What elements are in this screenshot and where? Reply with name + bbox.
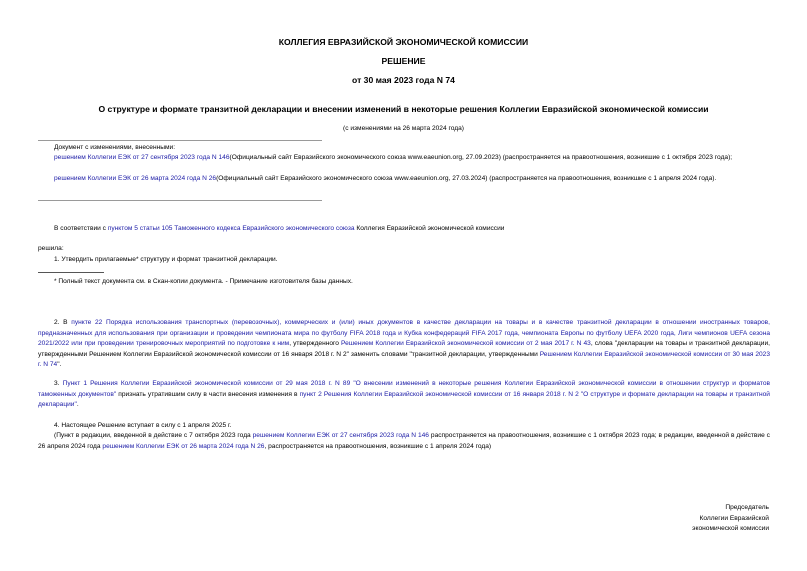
preamble-before: В соответствии с: [54, 225, 108, 232]
org-name: КОЛЛЕГИЯ ЕВРАЗИЙСКОЙ ЭКОНОМИЧЕСКОЙ КОМИССИИ: [278, 37, 529, 47]
p3-mid: признать утратившим силу в части внесения изменения в: [116, 390, 300, 398]
revision-note: (с изменениями на 26 марта 2024 года): [343, 125, 464, 132]
divider-bottom: [38, 200, 322, 201]
p2-mid1: , утвержденного: [289, 340, 342, 348]
preamble-after: Коллегия Евразийской экономической комиссии: [354, 225, 505, 232]
p4-note-b: распространяется на правоотношения, возникшие с 1 октября 2023 года; в редакции, введенной в действие с 26 апреля 2024 года: [38, 432, 770, 450]
p2-link-order[interactable]: пункте 22 Порядка использования транспортных (перевозочных), коммерческих и (или) иных документов в качестве декларации на товары и в качестве транзитной декларации в отношении иностранных товаров, предназначенных для использования при организации и проведении чемпионата мира по футболу FIFA 2018 года и Кубка конфедераций FIFA 2017 года, чемпионата Европы по футболу UEFA 2020 года, Лиги чемпионов UEFA сезона 2021/2022 или при проведении тренировочных мероприятий по подготовке к ним: [38, 319, 771, 348]
paragraph-1: 1. Утвердить прилагаемые* структуру и формат транзитной декларации.: [54, 256, 278, 263]
signature-line-1: Председатель: [725, 504, 769, 511]
change-link-26[interactable]: решением Коллегии ЕЭК от 26 марта 2024 года N 26: [54, 175, 217, 182]
divider-top: [38, 140, 322, 141]
signature-block: [692, 503, 769, 535]
p3-num: 3.: [54, 380, 63, 387]
changes-item-1: [38, 153, 770, 164]
paragraph-2: [38, 318, 770, 371]
p4-note-c: , распространяется на правоотношения, возникшие с 1 апреля 2024 года): [264, 442, 492, 450]
doc-date: от 30 мая 2023 года N 74: [352, 75, 455, 85]
preamble: [54, 224, 504, 235]
paragraph-4: 4. Настоящее Решение вступает в силу с 1 апреля 2025 г.: [54, 422, 232, 429]
p4-note-a: (Пункт в редакции, введенной в действие с 7 октября 2023 года: [54, 432, 253, 439]
doc-title: О структуре и формате транзитной декларации и внесении изменений в некоторые решения Коллегии Евразийской экономической комиссии: [98, 104, 709, 114]
change-link-146[interactable]: решением Коллегии ЕЭК от 27 сентября 2023 года N 146: [54, 154, 230, 161]
p2-end: ".: [57, 361, 62, 369]
p2-num: 2. В: [54, 319, 72, 326]
changes-intro: Документ с изменениями, внесенными:: [54, 144, 176, 151]
p4-link-26[interactable]: решением Коллегии ЕЭК от 26 марта 2024 года N 26: [102, 442, 265, 450]
doc-type: РЕШЕНИЕ: [381, 56, 426, 66]
changes-item-2: [38, 174, 770, 185]
p3-link-decision-89[interactable]: Пункт 1 Решения Коллегии Евразийской экономической комиссии от 29 мая 2018 г. N 89 "О внесении изменений в некоторые решения Коллегии Евразийской экономической комиссии в отношении структур и форматов таможенных документов": [38, 380, 770, 398]
signature-line-2: Коллегии Евразийской: [699, 514, 769, 522]
change-text-26: (Официальный сайт Евразийского экономического союза www.eaeunion.org, 27.03.2024) (распространяется на правоотношения, возникшие с 1 апреля 2024 года).: [216, 175, 717, 182]
p4-link-146[interactable]: решением Коллегии ЕЭК от 27 сентября 2023 года N 146: [252, 432, 429, 439]
change-text-146: (Официальный сайт Евразийского экономического союза www.eaeunion.org, 27.09.2023) (распространяется на правоотношения, возникшие с 1 октября 2023 года);: [229, 154, 733, 161]
p3-link-decision-2[interactable]: пункт 2 Решения Коллегии Евразийской экономической комиссии от 16 января 2018 г. N 2 "О структуре и формате декларации на товары и транзитной декларации": [38, 390, 770, 409]
footnote-divider: [38, 272, 104, 273]
signature-line-3: экономической комиссии: [692, 525, 769, 533]
customs-code-link[interactable]: пунктом 5 статьи 105 Таможенного кодекса Евразийского экономического союза: [107, 225, 355, 232]
footnote: * Полный текст документа см. в Скан-копии документа. - Примечание изготовителя базы данных.: [54, 278, 353, 285]
decided-label: решила:: [38, 245, 64, 252]
p2-mid2: , слова "декларации на товары и транзитной декларации, утвержденными Решением Коллегии Евразийской экономической комиссии от 16 января 2018 г. N 2" заменить словами "транзитной декларации, утвержденными: [38, 340, 770, 358]
paragraph-3: [38, 379, 770, 411]
p2-link-decision-43[interactable]: Решением Коллегии Евразийской экономической комиссии от 2 мая 2017 г. N 43: [341, 340, 591, 348]
paragraph-4-note: [38, 431, 770, 452]
p3-end: .: [76, 401, 79, 409]
p2-link-decision-74[interactable]: Решением Коллегии Евразийской экономической комиссии от 30 мая 2023 г. N 74: [38, 350, 770, 369]
